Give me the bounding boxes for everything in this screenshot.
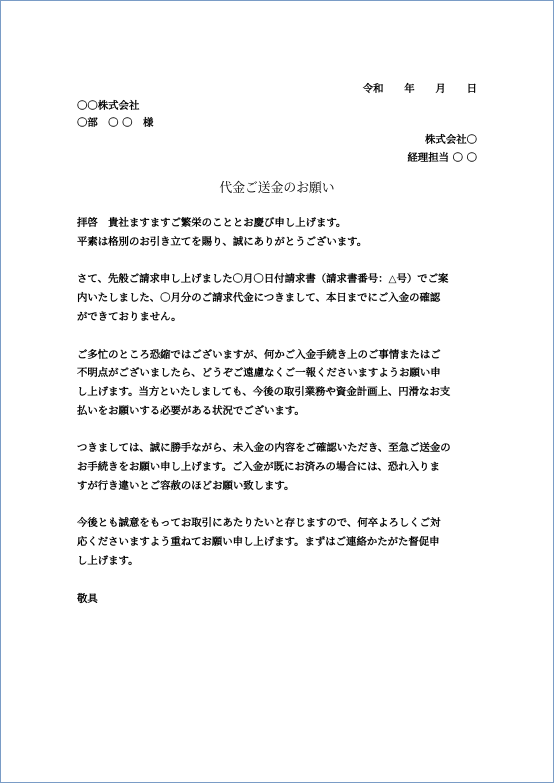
- paragraph-invoice: [77, 270, 477, 326]
- letter-date: 令和 年 月 日: [362, 83, 477, 95]
- body-line: さて、先般ご請求申し上げました〇月〇日付請求書（請求書番号：△号）でご案: [77, 273, 449, 286]
- body-line: 応くださいますよう重ねてお願い申し上げます。まずはご連絡かたがた督促申: [77, 536, 440, 549]
- paragraph-payment: [77, 439, 477, 495]
- body-line: 内いたしました、〇月分のご請求代金につきまして、本日までにご入金の確認: [77, 292, 441, 305]
- paragraph-signoff: [77, 590, 477, 609]
- body-line: 平素は格別のお引き立てを賜り、誠にありがとうございます。: [77, 235, 368, 248]
- paragraph-closing: [77, 514, 477, 570]
- recipient-person: 〇部 〇 〇 様: [77, 117, 154, 129]
- body-line: 不明点がございましたら、どうぞご遠慮なくご一報くださいますようお願い申: [77, 367, 441, 380]
- closing-word: 敬具: [77, 592, 98, 605]
- paragraph-greeting: [77, 214, 477, 251]
- letter-body: [77, 214, 477, 608]
- body-line: し上げます。当方といたしましても、今後の取引業務や資金計画上、円滑なお支: [77, 385, 451, 398]
- body-line: 今後とも誠意をもってお取引にあたりたいと存じますので、何卒よろしくご対: [77, 517, 441, 530]
- body-line: ができておりません。: [77, 310, 182, 323]
- body-line: すが行き違いとご容赦のほどお願い致します。: [77, 479, 295, 492]
- body-line: し上げます。: [77, 554, 139, 567]
- body-line: ご多忙のところ恐縮ではございますが、何かご入金手続き上のご事情またはご: [77, 348, 441, 361]
- body-line: つきましては、誠に勝手ながら、未入金の内容をご確認いただき、至急ご送金の: [77, 442, 451, 455]
- sender-company: 株式会社〇: [425, 134, 477, 146]
- recipient-company: 〇〇株式会社: [77, 100, 140, 112]
- body-line: 拝啓 貴社ますますご繁栄のこととお慶び申し上げます。: [77, 217, 347, 229]
- paragraph-request: [77, 346, 477, 421]
- letter-title: 代金ご送金のお願い: [219, 181, 335, 196]
- sender-person: 経理担当 〇 〇: [407, 152, 477, 164]
- body-line: お手続きをお願い申し上げます。ご入金が既にお済みの場合には、恐れ入りま: [77, 461, 440, 474]
- body-line: 払いをお願いする必要がある状況でございます。: [77, 404, 305, 417]
